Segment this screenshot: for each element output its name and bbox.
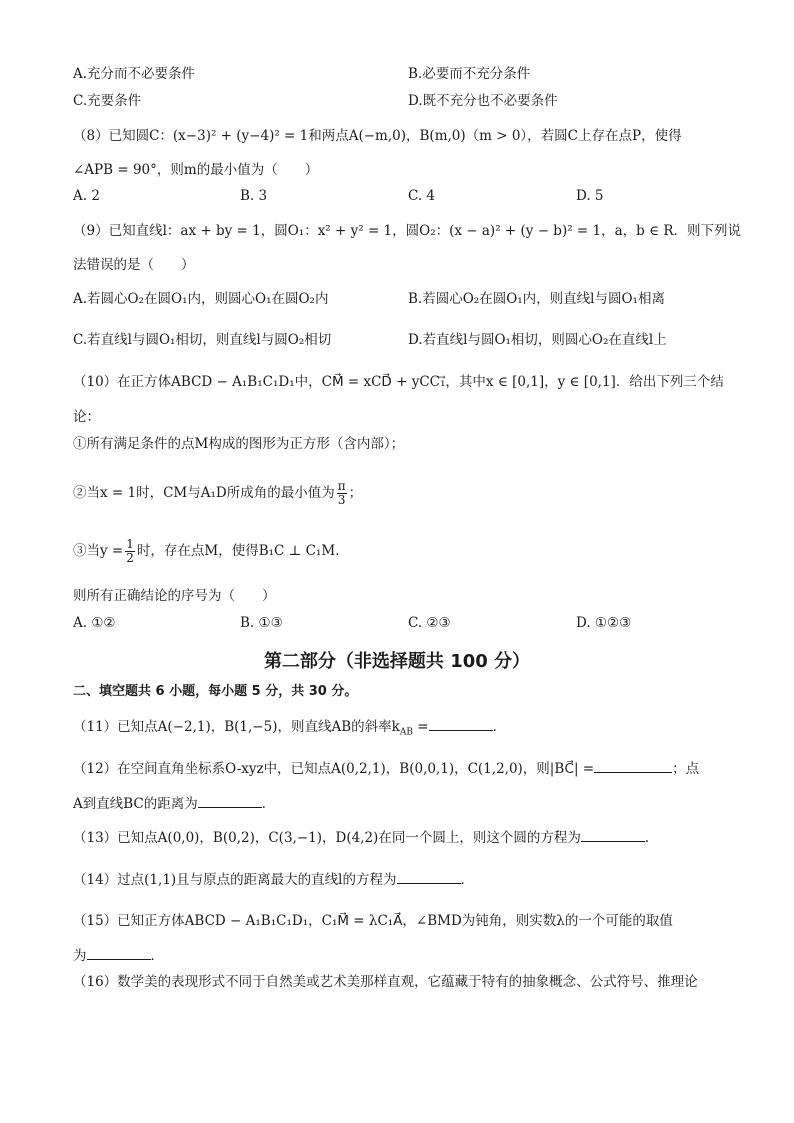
q12-answer-blank-2[interactable] (198, 793, 262, 808)
q14-text: （14）过点(1,1)且与原点的距离最大的直线l的方程为 (73, 872, 397, 888)
q10-statement-3-fraction (125, 538, 135, 565)
q7-option-c: C.充要条件 (73, 93, 142, 109)
q9-option-b: B.若圆心O₂在圆O₁内，则直线l与圆O₁相离 (408, 291, 665, 307)
q9-option-a: A.若圆心O₂在圆O₁内，则圆心O₁在圆O₂内 (73, 291, 329, 307)
q14-answer-blank[interactable] (397, 869, 461, 884)
q12-line2-end: ． (261, 796, 276, 812)
q7-option-a: A.充分而不必要条件 (73, 66, 196, 82)
q15-line2 (73, 945, 164, 966)
q11-end: ． (492, 719, 507, 735)
q10-statement-1: ①所有满足条件的点M构成的图形为正方形（含内部）； (73, 436, 405, 452)
q10-option-d: D. ①②③ (576, 615, 632, 631)
q10-statement-2 (73, 478, 362, 508)
q12-answer-blank-1[interactable] (594, 758, 672, 773)
q16-line1: （16）数学美的表现形式不同于自然美或艺术美那样直观，它蕴藏于特有的抽象概念、公式符号、推理论 (73, 974, 698, 990)
q13-end: ． (644, 830, 659, 846)
q10-statement-3 (73, 536, 349, 566)
q10-statement-3-denominator: 2 (126, 551, 134, 565)
q7-option-b: B.必要而不充分条件 (408, 66, 531, 82)
q12-text: （12）在空间直角坐标系O-xyz中，已知点A(0,2,1)，B(0,0,1)，C(1,2,0)，则|BC⃗| = (73, 761, 595, 777)
q11 (73, 716, 506, 743)
q10-ask: 则所有正确结论的序号为（ ） (73, 588, 276, 604)
q10-stem-line1: （10）在正方体ABCD − A₁B₁C₁D₁中，CM⃗ = xCD⃗ + yCC₁⃗，其中x ∈ [0,1]，y ∈ [0,1]．给出下列三个结 (73, 374, 724, 390)
q11-equals: = (412, 719, 429, 735)
q12-line2-text: A到直线BC的距离为 (73, 796, 198, 812)
q10-stem-line2: 论： (73, 409, 100, 425)
q10-statement-2-text: ②当x = 1时，CM与A₁D所成角的最小值为 (73, 485, 335, 501)
q13 (73, 827, 658, 848)
q10-statement-2-fraction (337, 480, 347, 507)
q8-option-d: D. 5 (576, 188, 604, 204)
q15-line1: （15）已知正方体ABCD − A₁B₁C₁D₁，C₁M⃗ = λC₁A⃗，∠BMD为钝角，则实数λ的一个可能的取值 (73, 913, 673, 929)
q15-line2-text: 为 (73, 948, 87, 964)
q8-option-b: B. 3 (240, 188, 268, 204)
q13-answer-blank[interactable] (581, 827, 645, 842)
q10-statement-2-numerator: π (337, 479, 346, 493)
q11-text: （11）已知点A(−2,1)，B(1,−5)，则直线AB的斜率k (73, 719, 400, 735)
q10-statement-2-end: ； (348, 485, 363, 501)
part2-title: 第二部分（非选择题共 100 分） (263, 651, 531, 672)
q12-line2 (73, 793, 275, 814)
q10-statement-3-text: ③当y = (73, 543, 124, 559)
q9-stem-line1: （9）已知直线l：ax + by = 1，圆O₁：x² + y² = 1，圆O₂：(x − a)² + (y − b)² = 1，a，b ∈ R．则下列说 (73, 223, 742, 239)
section-fill-in-heading: 二、填空题共 6 小题，每小题 5 分，共 30 分。 (73, 684, 358, 699)
q10-option-b: B. ①③ (240, 615, 283, 631)
q7-option-d: D.既不充分也不必要条件 (408, 93, 558, 109)
q10-option-c: C. ②③ (408, 615, 451, 631)
q10-statement-3-numerator: 1 (126, 537, 134, 551)
q11-subscript: AB (399, 727, 413, 738)
q10-statement-2-denominator: 3 (337, 493, 346, 507)
q9-stem-line2: 法错误的是（ ） (73, 257, 195, 273)
q9-option-c: C.若直线l与圆O₁相切，则直线l与圆O₂相切 (73, 332, 332, 348)
q14 (73, 869, 474, 890)
q11-answer-blank[interactable] (429, 716, 493, 731)
q8-option-c: C. 4 (408, 188, 436, 204)
q12-line1 (73, 758, 699, 779)
q14-end: ． (460, 872, 474, 888)
q9-option-d: D.若直线l与圆O₁相切，则圆心O₂在直线l上 (408, 332, 667, 348)
q8-stem-line2: ∠APB = 90°，则m的最小值为（ ） (73, 162, 319, 178)
q10-statement-3-end: 时，存在点M，使得B₁C ⊥ C₁M． (136, 543, 349, 559)
q8-option-a: A. 2 (73, 188, 100, 204)
q15-answer-blank[interactable] (87, 945, 151, 960)
q13-text: （13）已知点A(0,0)，B(0,2)，C(3,−1)，D(4,2)在同一个圆上，则这个圆的方程为 (73, 830, 581, 846)
q10-option-a: A. ①② (73, 615, 116, 631)
q15-end: ． (150, 948, 164, 964)
q12-line1-end: ；点 (672, 761, 700, 777)
q8-stem-line1: （8）已知圆C：(x−3)² + (y−4)² = 1和两点A(−m,0)，B(m,0)（m > 0），若圆C上存在点P，使得 (73, 128, 682, 144)
